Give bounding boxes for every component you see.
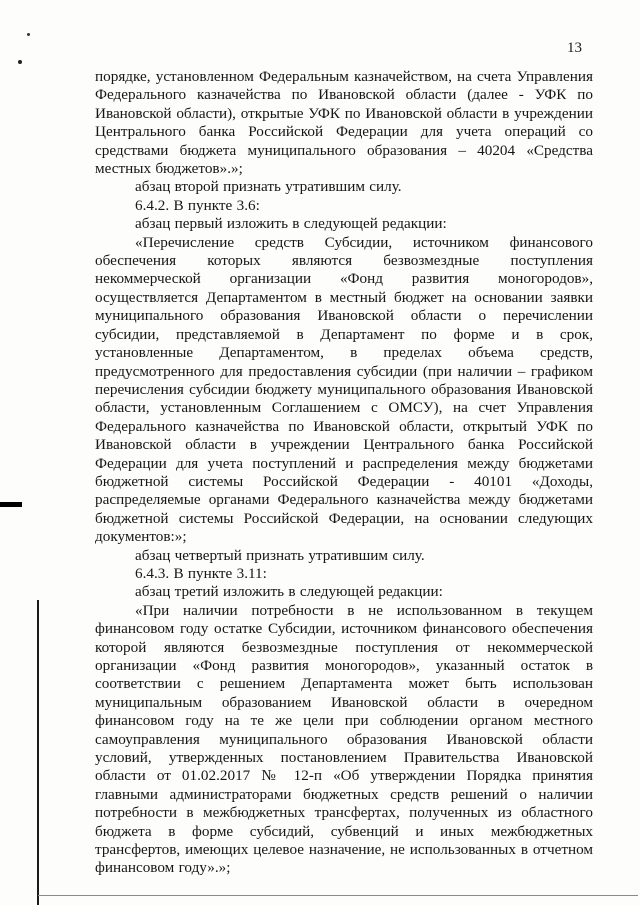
- document-body: [95, 68, 593, 878]
- paragraph: «При наличии потребности в не использованном в текущем финансовом году остатке Субсидии, источником финансового обеспечения которой являются безвозмездные поступления от некоммерческой организации «Фонд развития моногородов», указанный остаток в соответствии с решением Департамента может быть использован муниципальным образованием Ивановской области в очередном финансовом году на те же цели при соблюдении органом местного самоуправления муниципального образования Ивановской области условий, утвержденных постановлением Правительства Ивановской области от 01.02.2017 № 12-п «Об утверждении Порядка принятия главными администраторами бюджетных средств решений о наличии потребности в межбюджетных трансфертах, полученных из областного бюджета в форме субсидий, субвенций и иных межбюджетных трансфертов, имеющих целевое назначение, не использованных в отчетном финансовом году».»;: [95, 601, 593, 877]
- scan-mark-left-edge: [0, 502, 22, 507]
- paragraph: «Перечисление средств Субсидии, источником финансового обеспечения которых являются безвозмездные поступления некоммерческой организации «Фонд развития моногородов», осуществляется Департаментом в местный бюджет на основании заявки муниципального образования Ивановской области о перечислении субсидии, представляемой в Департамент по форме и в срок, установленные Департаментом, в пределах объема средств, предусмотренного для предоставления субсидии (при наличии – графиком перечисления субсидии бюджету муниципального образования Ивановской области, установленным Соглашением с ОМСУ), на счет Управления Федерального казначейства по Ивановской области, открытый УФК по Ивановской области в учреждении Центрального банка Российской Федерации для учета поступлений и распределения между бюджетами бюджетной системы Российской Федерации - 40101 «Доходы, распределяемые органами Федерального казначейства между бюджетами бюджетной системы Российской Федерации, на основании следующих документов:»;: [95, 233, 593, 546]
- paragraph: абзац четвертый признать утратившим силу.: [135, 546, 425, 564]
- scan-speck-top: [27, 33, 30, 36]
- scan-bottom-rule: [38, 895, 638, 896]
- paragraph: абзац второй признать утратившим силу.: [135, 178, 402, 196]
- scan-speck-left: [18, 60, 22, 64]
- paragraph: порядке, установленном Федеральным казначейством, на счета Управления Федерального казначейства по Ивановской области (далее - УФК по Ивановской области), открытые УФК по Ивановской области в учреждении Центрального банка Российской Федерации для учета операций со средствами бюджета муниципального образования – 40204 «Средства местных бюджетов».»;: [95, 68, 593, 178]
- paragraph: абзац первый изложить в следующей редакции:: [135, 215, 447, 233]
- paragraph: 6.4.3. В пункте 3.11:: [135, 564, 267, 582]
- page-number: 13: [567, 40, 582, 56]
- paragraph: абзац третий изложить в следующей редакции:: [135, 583, 443, 601]
- scan-vertical-line: [37, 600, 39, 905]
- paragraph: 6.4.2. В пункте 3.6:: [135, 196, 260, 214]
